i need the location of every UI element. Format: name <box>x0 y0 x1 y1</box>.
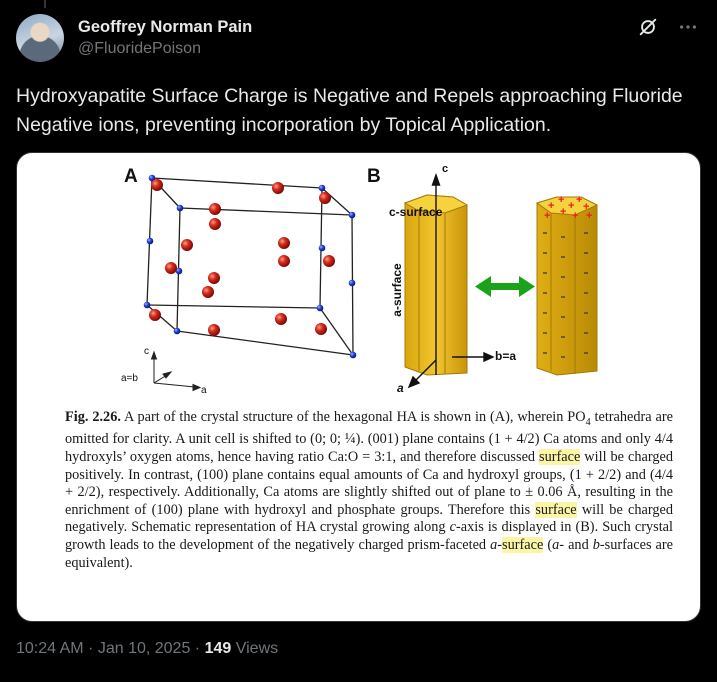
svg-text:+: + <box>583 201 590 213</box>
tweet-text: Hydroxyapatite Surface Charge is Negative and Repels approaching Fluoride Negative ions, preventing incorporation by Topical Application. <box>16 85 683 136</box>
views-count[interactable]: 149 <box>204 640 232 657</box>
caption-subscript: 4 <box>585 416 591 428</box>
tweet-image[interactable] <box>16 152 701 622</box>
caption-text: - <box>497 537 503 554</box>
svg-text:+: + <box>576 194 583 206</box>
highlighted-word: surface <box>502 537 544 554</box>
author-handle[interactable]: @FluoridePoison <box>78 40 201 57</box>
caption-italic: c <box>449 519 456 536</box>
meta-separator: · <box>83 640 98 657</box>
small-axis-c-label: c <box>144 346 149 357</box>
axis-b-eq-a-label: b=a <box>495 349 517 363</box>
highlighted-word: surface <box>535 501 577 518</box>
axis-c-label: c <box>442 163 449 175</box>
thread-connector <box>44 0 46 8</box>
caption-text: - and <box>559 537 593 554</box>
caption-text: A part of the crystal structure of the hexagonal HA is shown in (A), wherein PO <box>120 409 586 425</box>
highlighted-word: surface <box>539 449 581 466</box>
caption-text: tetrahedra are omitted for clarity. A unit cell is shifted to (0; 0; ¼). (001) plane contains (1 + 4/2) Ca atoms and only 4/4 hydroxyls’ oxygen atoms, hence having ratio Ca:O = 3:1, and therefore discussed <box>65 409 673 466</box>
svg-text:+: + <box>560 206 567 218</box>
svg-text:+: + <box>558 194 565 206</box>
svg-text:+: + <box>568 200 575 212</box>
caption-fig-label: Fig. 2.26. <box>65 409 121 425</box>
caption-text: ( <box>543 537 553 554</box>
grok-icon[interactable] <box>637 16 659 38</box>
caption-italic: a <box>490 537 498 554</box>
avatar[interactable] <box>16 14 64 62</box>
author-display-name[interactable]: Geoffrey Norman Pain <box>78 18 253 36</box>
tweet-header <box>16 14 701 62</box>
tweet-meta <box>16 640 278 658</box>
caption-text: -axis is displayed in (B). Such crystal growth leads to the development of the negatively charged prism-faceted <box>65 519 673 554</box>
figure-caption <box>65 409 673 572</box>
caption-text: will be charged negatively. Schematic representation of HA crystal growing along <box>65 501 673 536</box>
c-surface-label: c-surface <box>389 205 443 219</box>
a-surface-label: a-surface <box>390 263 404 317</box>
svg-text:+: + <box>572 210 579 222</box>
crystal-unit-cell-diagram <box>17 153 357 403</box>
small-axis-ab-label: a=b <box>121 373 138 384</box>
views-label: Views <box>231 640 279 657</box>
caption-text: -surfaces are equivalent). <box>65 537 673 571</box>
svg-text:+: + <box>548 200 555 212</box>
author-names <box>78 16 252 60</box>
caption-italic: b <box>592 537 600 554</box>
meta-separator: · <box>190 640 205 657</box>
more-icon[interactable] <box>677 16 699 38</box>
caption-text: will be charged positively. In contrast, (100) plane contains equal amounts of Ca and hydroxyl groups, (1 + 2/2) and (4/4 + 2/2), respectively. Additionally, Ca atoms are slightly shifted out of plane to ± 0.06 Å, resulting in the enrichment of (100) plane with hydroxyl and phosphate groups. Therefore this <box>65 449 673 518</box>
tweet-time[interactable]: 10:24 AM <box>16 640 84 657</box>
svg-text:+: + <box>544 210 551 222</box>
caption-italic: a <box>552 537 560 554</box>
small-axis-a-label: a <box>201 385 207 396</box>
svg-text:+: + <box>586 210 593 222</box>
figure-label-a: A <box>124 166 138 187</box>
axis-a-label: a <box>397 381 404 395</box>
figure-label-b: B <box>367 166 381 187</box>
tweet-date[interactable]: Jan 10, 2025 <box>97 640 191 657</box>
